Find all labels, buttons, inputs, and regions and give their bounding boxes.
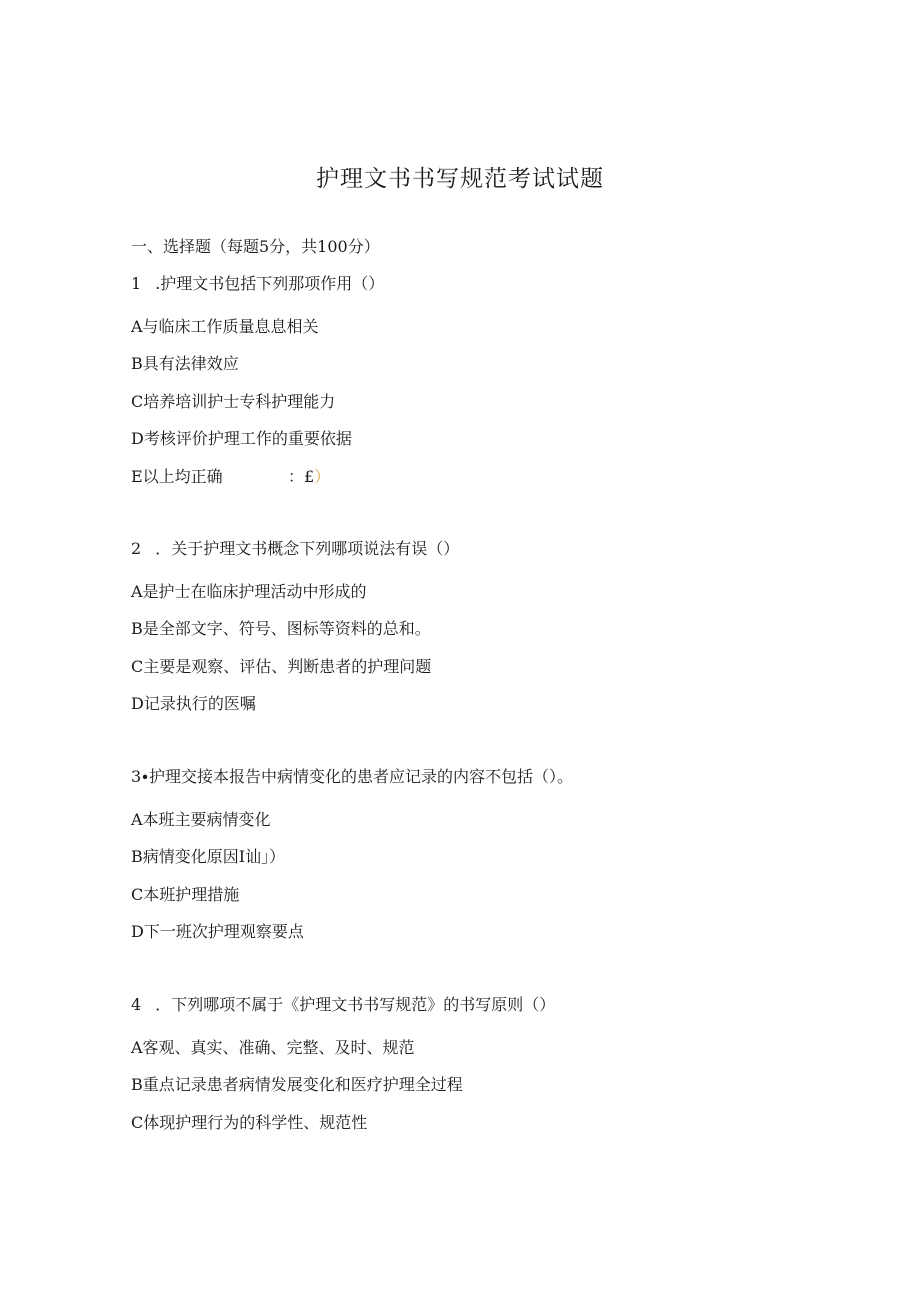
question-1-option-a: A与临床工作质量息息相关 [131,317,319,336]
document-title: 护理文书书写规范考试试题 [316,166,604,192]
question-4-text: ．下列哪项不属于《护理文书书写规范》的书写原则（） [155,995,556,1014]
question-2-number: 2 [131,539,142,558]
question-1-stray-mark [288,466,330,488]
question-1-text: .护理文书包括下列那项作用（） [155,274,385,293]
question-2-option-b: B是全部文字、符号、图标等资料的总和。 [131,619,431,638]
question-3-option-d: D下一班次护理观察要点 [131,922,304,941]
question-1-option-c: C培养培训护士专科护理能力 [131,392,336,411]
section-header: 一、选择题（每题5分，共100分） [131,237,380,256]
question-3-option-c: C本班护理措施 [131,885,240,904]
question-1-option-d: D考核评价护理工作的重要依据 [131,429,352,448]
stray-mark-text: ：£ [288,467,315,486]
question-2-option-a: A是护士在临床护理活动中形成的 [131,582,367,601]
question-3-option-b: B病情变化原因I讪」） [131,847,286,866]
question-2-stem [131,538,459,560]
question-4-stem [131,994,555,1016]
question-4-option-c: C体现护理行为的科学性、规范性 [131,1113,368,1132]
question-1-option-e: E以上均正确 [131,467,223,486]
question-2-option-d: D记录执行的医嘱 [131,694,256,713]
question-3-option-a: A本班主要病情变化 [131,810,271,829]
question-4-option-a: A客观、真实、准确、完整、及时、规范 [131,1038,415,1057]
question-1-number: 1 [131,274,142,293]
question-2-option-c: C主要是观察、评估、判断患者的护理问题 [131,657,432,676]
question-4-number: 4 [131,995,142,1014]
question-2-text: ．关于护理文书概念下列哪项说法有误（） [155,539,460,558]
question-4-option-b: B重点记录患者病情发展变化和医疗护理全过程 [131,1075,463,1094]
question-3-stem: 3∙护理交接本报告中病情变化的患者应记录的内容不包括（）。 [131,767,574,786]
question-1-option-b: B具有法律效应 [131,354,239,373]
question-1-stem [131,273,384,295]
stray-mark-paren: ） [314,467,331,486]
